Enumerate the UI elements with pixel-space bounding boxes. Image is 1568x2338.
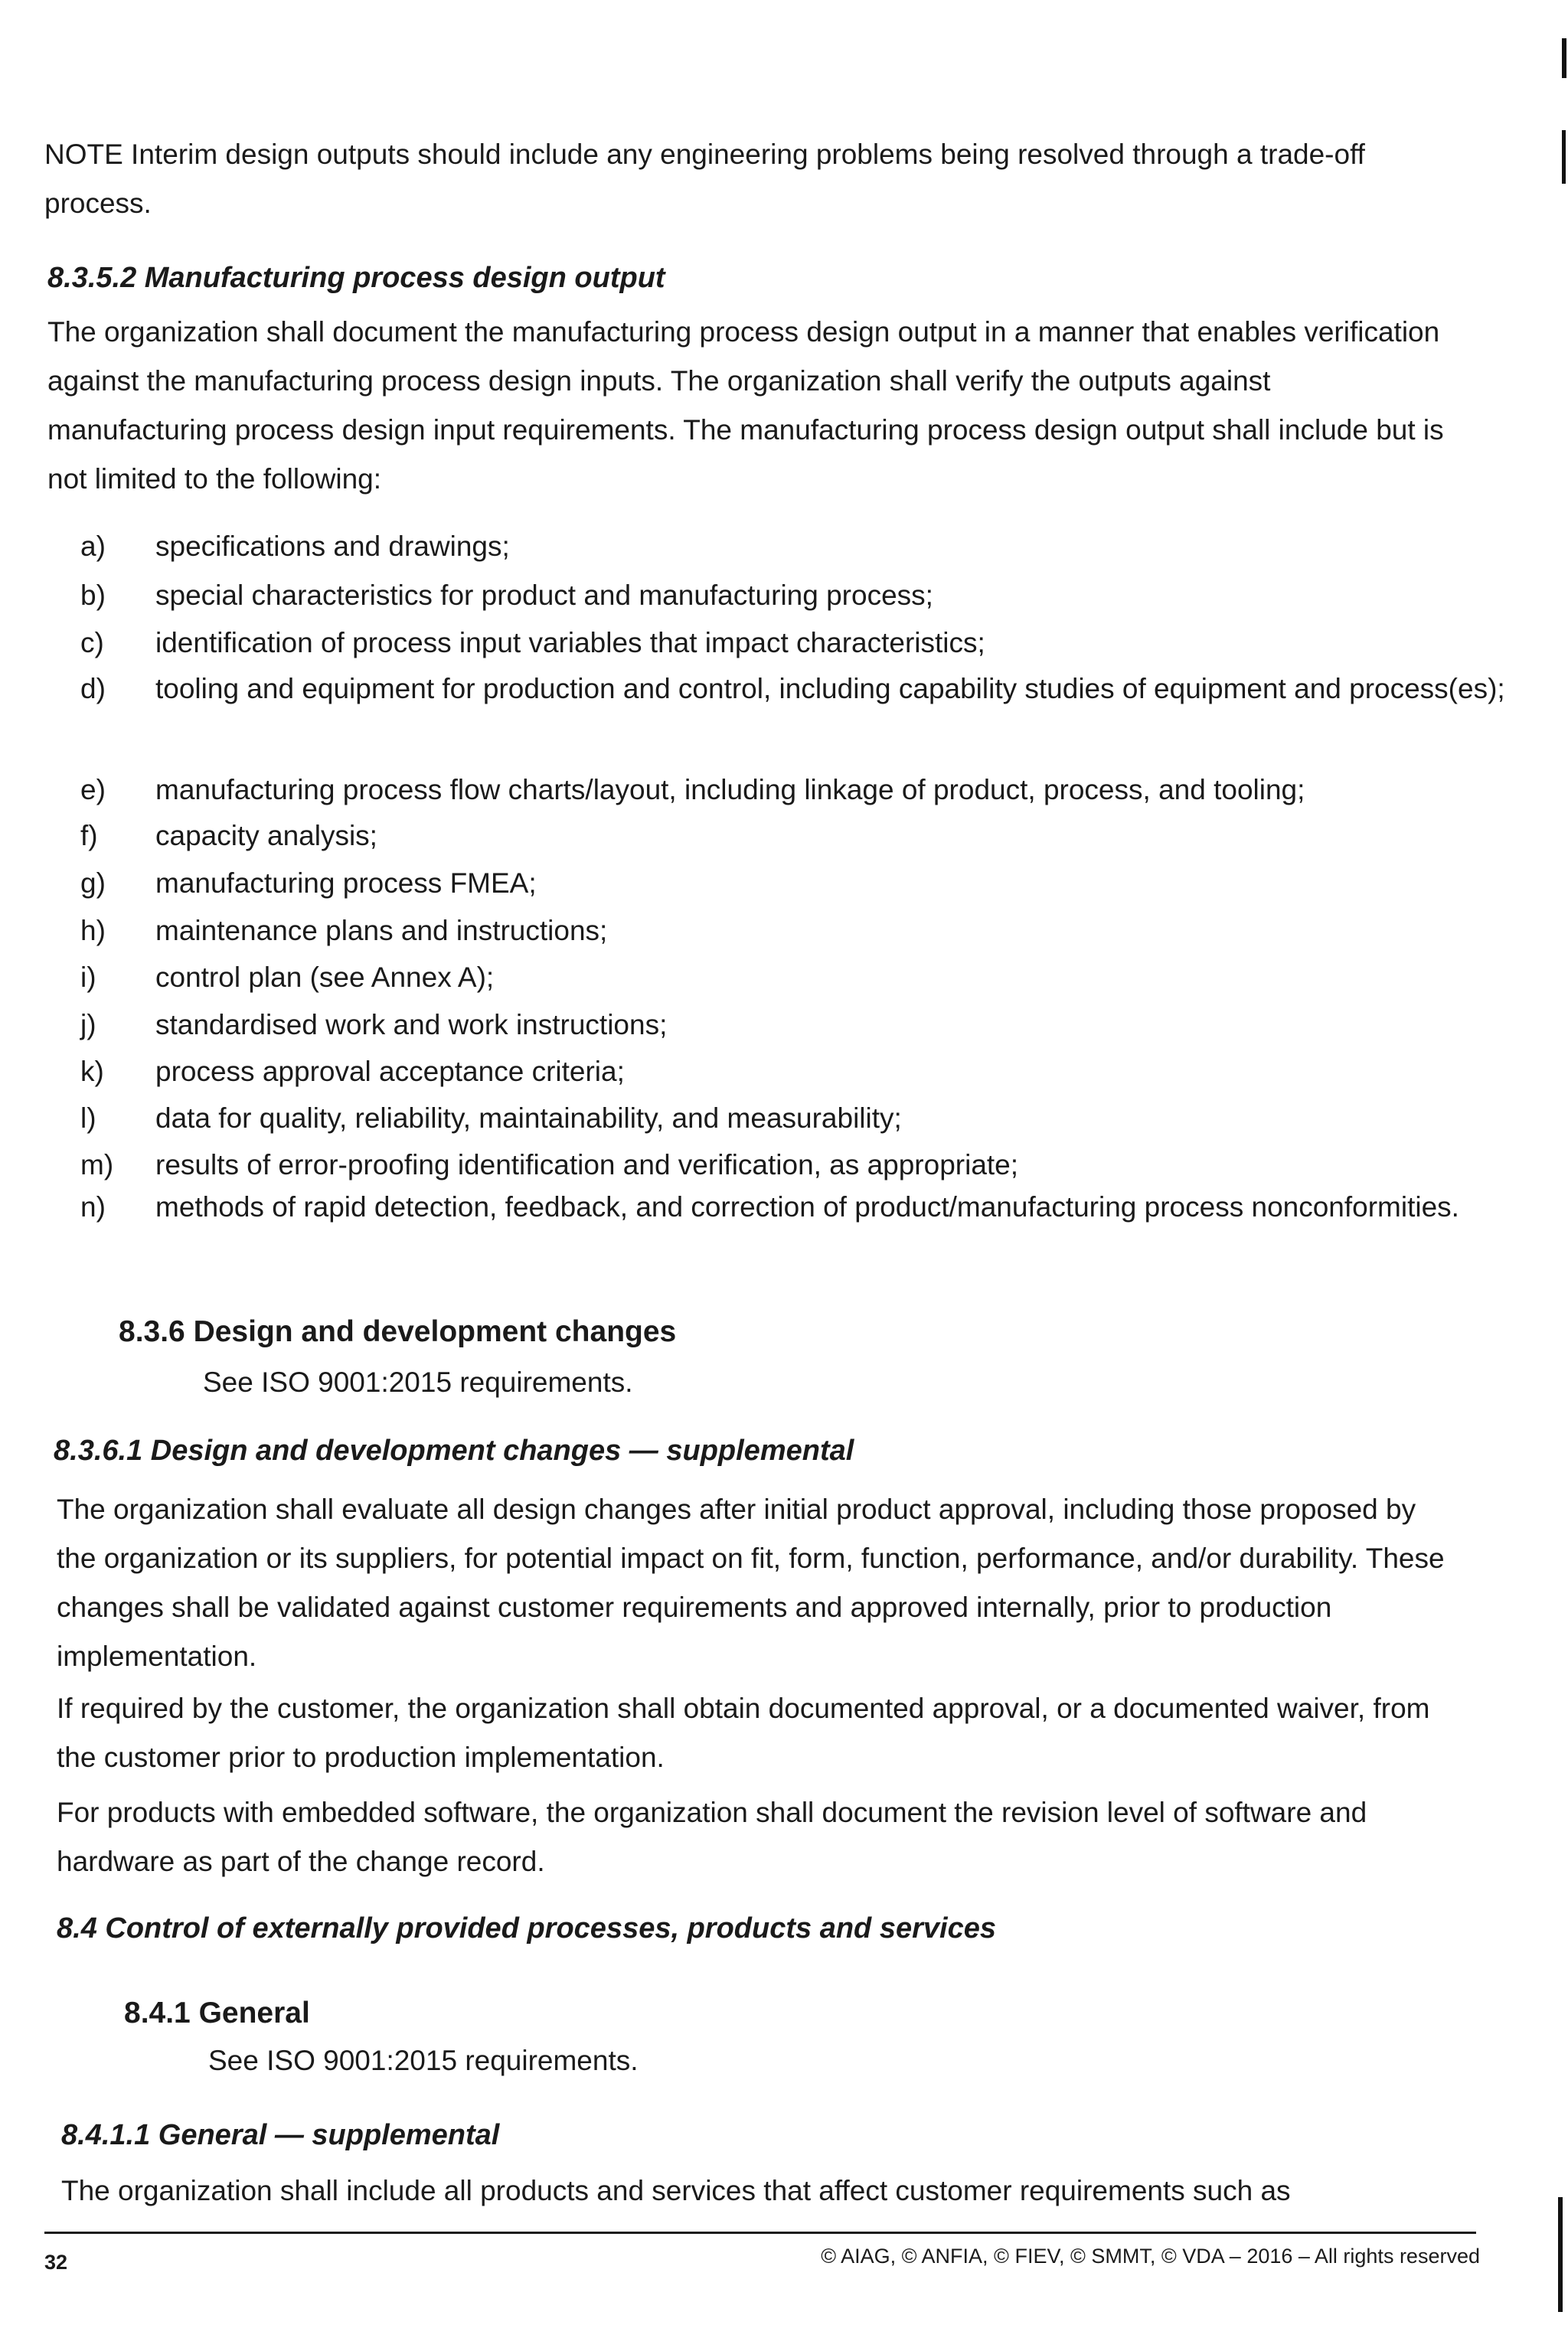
paragraph-8-3-6-1-b: If required by the customer, the organization shall obtain documented approval, or a documented waiver, from the customer prior to production implementation.: [57, 1693, 1430, 1773]
page-number: 32: [44, 2251, 68, 2274]
paragraph-8-4-1-1: The organization shall include all products and services that affect customer requirements such as: [61, 2175, 1291, 2206]
list-item-text: maintenance plans and instructions;: [155, 915, 608, 946]
list-item-label: e): [80, 774, 106, 805]
list-item-label: c): [80, 627, 104, 658]
scan-edge-mark-mid: [1562, 130, 1566, 184]
list-item-label: d): [80, 673, 106, 704]
heading-8-3-5-2: 8.3.5.2 Manufacturing process design output: [47, 262, 665, 294]
scan-edge-mark-bottom: [1558, 2197, 1563, 2312]
heading-8-4-1-1: 8.4.1.1 General — supplemental: [61, 2119, 500, 2151]
list-item-text: standardised work and work instructions;: [155, 1009, 668, 1040]
list-item-label: h): [80, 915, 106, 946]
list-item-label: j): [80, 1009, 96, 1040]
heading-8-3-6: 8.3.6 Design and development changes: [119, 1315, 677, 1348]
list-item-label: b): [80, 580, 106, 611]
scan-edge-mark-top: [1562, 38, 1566, 78]
paragraph-8-3-5-2: The organization shall document the manufacturing process design output in a manner that enables verification against the manufacturing process design inputs. The organization shall verify the outputs against manufacturing process design input requirements. The manufacturing process design output shall include but is not limited to the following:: [47, 316, 1444, 495]
list-item-text: identification of process input variables that impact characteristics;: [155, 627, 985, 658]
list-item-text: results of error-proofing identification and verification, as appropriate;: [155, 1149, 1019, 1180]
paragraph-8-3-6: See ISO 9001:2015 requirements.: [203, 1367, 633, 1398]
list-item-text: process approval acceptance criteria;: [155, 1056, 625, 1087]
list-item-label: a): [80, 531, 106, 562]
list-item-text: data for quality, reliability, maintainability, and measurability;: [155, 1102, 902, 1134]
list-item-text: capacity analysis;: [155, 820, 377, 851]
list-item-text: methods of rapid detection, feedback, and correction of product/manufacturing process nonconformities.: [155, 1191, 1459, 1223]
paragraph-8-4-1: See ISO 9001:2015 requirements.: [208, 2045, 639, 2076]
list-item-label: f): [80, 820, 98, 851]
heading-8-4: 8.4 Control of externally provided processes, products and services: [57, 1912, 996, 1945]
paragraph-8-3-6-1-a: The organization shall evaluate all design changes after initial product approval, including those proposed by the organization or its suppliers, for potential impact on fit, form, function, performance, and/or durability. These changes shall be validated against customer requirements and approved internally, prior to production implementation.: [57, 1494, 1445, 1672]
heading-8-4-1: 8.4.1 General: [124, 1997, 310, 2029]
list-item-text: special characteristics for product and manufacturing process;: [155, 580, 933, 611]
copyright-notice: © AIAG, © ANFIA, © FIEV, © SMMT, © VDA – 2016 – All rights reserved: [821, 2245, 1480, 2268]
list-item-text: manufacturing process FMEA;: [155, 867, 537, 899]
list-item-text: specifications and drawings;: [155, 531, 510, 562]
paragraph-8-3-6-1-c: For products with embedded software, the organization shall document the revision level of software and hardware as part of the change record.: [57, 1797, 1367, 1877]
list-item-text: manufacturing process flow charts/layout, including linkage of product, process, and tooling;: [155, 774, 1305, 805]
interim-note: NOTE Interim design outputs should include any engineering problems being resolved through a trade-off process.: [44, 139, 1365, 219]
list-item-text: tooling and equipment for production and control, including capability studies of equipment and process(es);: [155, 673, 1505, 704]
footer-divider: [44, 2232, 1476, 2234]
list-item-text: control plan (see Annex A);: [155, 962, 495, 993]
list-item-label: g): [80, 867, 106, 899]
list-item-label: m): [80, 1149, 114, 1180]
list-item-label: i): [80, 962, 96, 993]
list-item-label: n): [80, 1191, 106, 1223]
heading-8-3-6-1: 8.3.6.1 Design and development changes — supplemental: [54, 1435, 854, 1467]
list-item-label: l): [80, 1102, 96, 1134]
list-item-label: k): [80, 1056, 104, 1087]
